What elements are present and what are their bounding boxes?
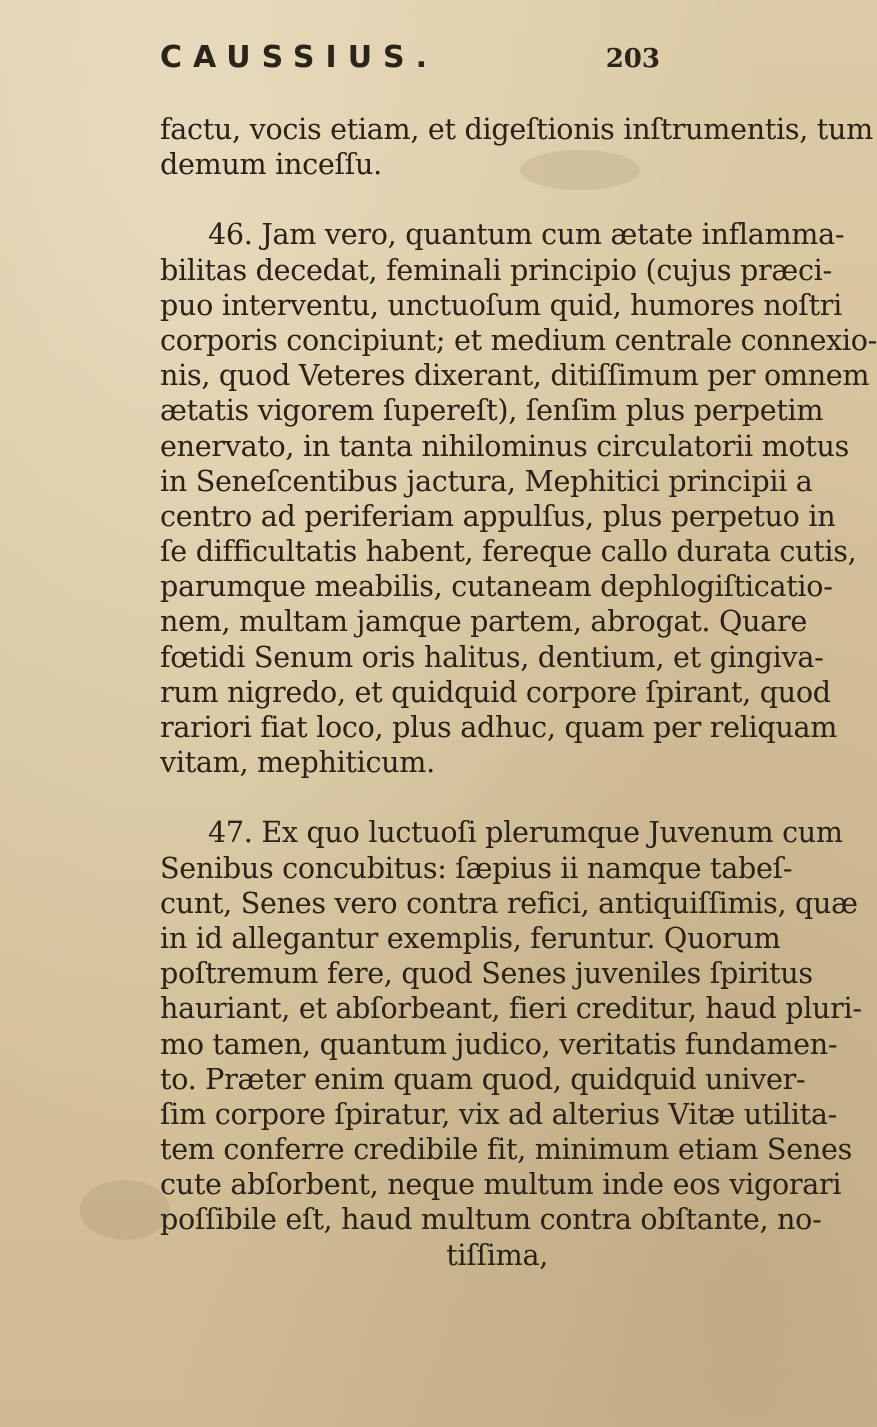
text-line: parumque meabilis, cutaneam dephlogiſticatio-: [160, 569, 833, 604]
text-line: cunt, Senes vero contra refici, antiquiſſimis, quæ: [160, 885, 858, 920]
running-head: CAUSSIUS.: [160, 40, 439, 75]
page-number: 203: [605, 44, 660, 74]
text-line: Senibus concubitus: ſæpius ii namque tabeſ-: [160, 850, 793, 885]
body-text: [160, 112, 877, 1273]
text-line: mo tamen, quantum judico, veritatis fundamen-: [160, 1026, 838, 1061]
text-line: ſe difficultatis habent, fereque callo durata cutis,: [160, 534, 857, 569]
text-line: corporis concipiunt; et medium centrale connexio-: [160, 322, 877, 357]
text-line: fœtidi Senum oris halitus, dentium, et gingiva-: [160, 639, 824, 674]
catchword: tiſſima,: [446, 1237, 548, 1272]
text-line: vitam, mephiticum.: [160, 745, 435, 780]
text-line: factu, vocis etiam, et digeſtionis inſtrumentis, tum: [160, 112, 873, 146]
text-line: demum inceſſu.: [160, 147, 382, 182]
text-line: bilitas decedat, feminali principio (cujus præci-: [160, 252, 832, 287]
text-line: poſtremum fere, quod Senes juveniles ſpiritus: [160, 956, 813, 991]
text-line: enervato, in tanta nihilominus circulatorii motus: [160, 428, 849, 463]
paragraph-47-start: 47. Ex quo luctuoſi plerumque Juvenum cum: [208, 815, 843, 850]
text-line: nis, quod Veteres dixerant, ditiſſimum per omnem: [160, 358, 870, 393]
text-line: ætatis vigorem ſupereſt), ſenſim plus perpetim: [160, 393, 824, 428]
text-line: tem conferre credibile fit, minimum etiam Senes: [160, 1132, 852, 1167]
text-line: rum nigredo, et quidquid corpore ſpirant, quod: [160, 674, 831, 709]
text-line: centro ad periferiam appulſus, plus perpetuo in: [160, 498, 836, 533]
text-line: rariori fiat loco, plus adhuc, quam per reliquam: [160, 710, 838, 744]
text-line: nem, multam jamque partem, abrogat. Quare: [160, 604, 807, 639]
blank-line: [160, 182, 660, 217]
paragraph-46-start: 46. Jam vero, quantum cum ætate inflamma-: [208, 217, 845, 252]
text-line: poſſibile eſt, haud multum contra obſtante, no-: [160, 1202, 822, 1237]
text-line: in id allegantur exemplis, feruntur. Quorum: [160, 920, 781, 955]
text-line: to. Præter enim quam quod, quidquid univer-: [160, 1061, 806, 1096]
text-line: cute abſorbent, neque multum inde eos vigorari: [160, 1167, 842, 1202]
blank-line: [160, 780, 660, 815]
page-header: [160, 40, 660, 82]
text-line: ſim corpore ſpiratur, vix ad alterius Vitæ utilita-: [160, 1096, 837, 1131]
page-stain: [80, 1180, 170, 1240]
text-line: puo interventu, unctuoſum quid, humores noſtri: [160, 287, 842, 322]
text-line: hauriant, et abſorbeant, fieri creditur, haud pluri-: [160, 991, 862, 1026]
text-line: in Seneſcentibus jactura, Mephitici principii a: [160, 463, 813, 498]
